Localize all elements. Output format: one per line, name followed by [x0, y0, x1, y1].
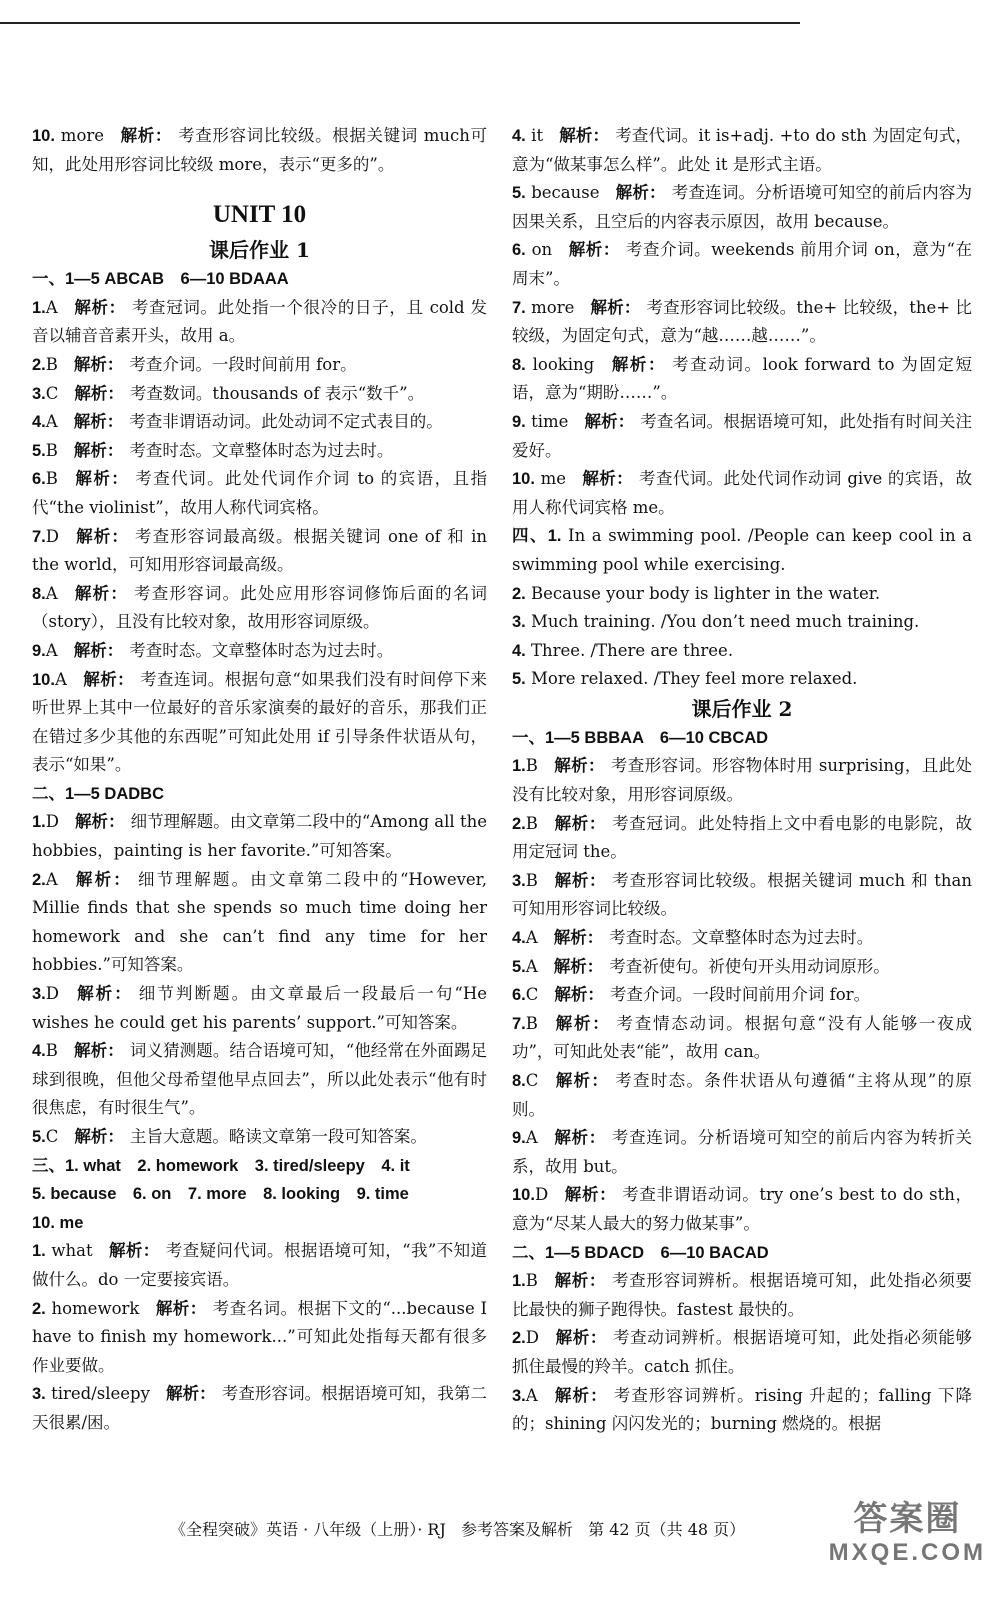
item-answer: D	[525, 1328, 539, 1348]
item-text: Much training. /You don’t need much training.	[531, 612, 920, 632]
answer-item	[512, 1382, 972, 1439]
analysis-label: 解析：	[553, 1271, 607, 1291]
answer-item	[512, 179, 972, 236]
answer-item	[32, 380, 487, 409]
item-text: 考查形容词。根据语境可知，我第二天很累/困。	[32, 1384, 487, 1432]
analysis-label: 解析：	[553, 1013, 611, 1033]
item-text: 考查冠词。此处特指上文中看电影的电影院，故用定冠词 the。	[512, 813, 973, 862]
analysis-label: 解析：	[73, 1041, 124, 1061]
item-text: 细节理解题。由文章第二段中的“Among all the hobbies，painting is her favorite.”可知答案。	[32, 812, 487, 861]
item-text: 考查形容词最高级。根据关键词 one of 和 in the world，可知用形容词最高级。	[32, 526, 488, 575]
item-text: 考查时态。文章整体时态为过去时。	[129, 640, 394, 660]
item-text: 细节理解题。由文章第二段中的“However, Millie finds that she spends so much time doing her homework and she can’t find any time for her hobbies.”可知答案。	[32, 869, 487, 975]
answer-item	[32, 1295, 487, 1381]
item-answer: B	[525, 1013, 538, 1033]
item-text: In a swimming pool. /People can keep cool in a swimming pool while exercising.	[512, 526, 973, 574]
item-answer: B	[525, 1271, 538, 1291]
answer-item	[512, 408, 972, 465]
analysis-label: 解析：	[554, 1071, 610, 1090]
item-answer: B	[525, 870, 538, 890]
analysis-label: 解析：	[73, 412, 124, 432]
item-answer: C	[525, 1071, 539, 1090]
answer-item	[512, 236, 972, 293]
item-text: Because your body is lighter in the water.	[531, 583, 881, 603]
footer-book-title: 《全程突破》英语 · 八年级（上册）· RJ	[170, 1520, 446, 1539]
section-header: 5. because 6. on 7. more 8. looking 9. time	[32, 1185, 409, 1204]
analysis-label: 解析：	[75, 526, 129, 546]
item-answer: C	[45, 383, 59, 403]
answer-item	[32, 437, 487, 466]
answer-item	[512, 1267, 972, 1324]
analysis-label: 解析：	[73, 297, 126, 317]
answer-item	[512, 1010, 972, 1067]
item-answer: D	[45, 984, 59, 1004]
item-text: 考查动词。look forward to 为固定短语，意为“期盼……”。	[512, 354, 973, 403]
item-number: 6.	[512, 986, 526, 1005]
item-number: 8.	[512, 355, 526, 374]
section-header: 二、1—5 BDACD 6—10 BACAD	[512, 1243, 769, 1262]
analysis-label: 解析：	[553, 870, 607, 890]
item-number: 5.	[32, 1128, 46, 1146]
item-text: 考查名词。根据语境可知，此处指有时间关注爱好。	[512, 411, 972, 460]
item-answer: A	[45, 297, 58, 317]
item-number: 9.	[512, 412, 526, 431]
item-text: 考查形容词辨析。rising 升起的；falling 下降的；shining 闪闪发光的；burning 燃烧的。根据	[512, 1385, 972, 1434]
item-number: 2.	[512, 814, 526, 833]
left-column	[32, 122, 487, 1438]
homework2-section-one-list	[512, 752, 972, 1238]
analysis-label: 解析：	[554, 985, 604, 1005]
analysis-label: 解析：	[74, 1127, 124, 1146]
item-number: 3.	[512, 613, 526, 632]
answer-item	[32, 523, 487, 580]
item-text: 细节判断题。由文章最后一段最后一句“He wishes he could get his parents’ support.”可知答案。	[32, 984, 488, 1032]
item-number: 7.	[512, 298, 526, 317]
item-text: 考查形容词辨析。根据语境可知，此处指必须要比最快的狮子跑得快。fastest 最快的。	[512, 1271, 973, 1319]
item-text: 考查情态动词。根据句意“没有人能够一夜成功”，可知此处表“能”，故用 can。	[512, 1013, 973, 1062]
analysis-label: 解析：	[73, 640, 124, 660]
answer-item	[32, 580, 487, 637]
homework-title: 课后作业 1	[209, 238, 310, 263]
answer-item	[512, 351, 972, 408]
item-number: 2.	[32, 355, 46, 374]
analysis-label: 解析：	[568, 240, 620, 260]
item-number: 1.	[32, 298, 46, 317]
item-number: 2.	[512, 584, 526, 603]
item-text: 考查连词。根据句意“如果我们没有时间停下来听世界上其中一位最好的音乐家演奏的最好的音乐，那我们正在错过多少其他的东西呢”可知此处用 if 引导条件状语从句，表示“如果”。	[32, 669, 488, 775]
item-text: 考查数词。thousands of 表示“数千”。	[129, 383, 425, 403]
item-answer: C	[45, 1127, 59, 1146]
analysis-label: 解析：	[155, 1298, 207, 1318]
item-number: 2.	[512, 1329, 526, 1348]
answer-item	[32, 980, 487, 1037]
item-text: 考查代词。此处代词作介词 to 的宾语，且指代“the violinist”，故用人称代词宾格。	[32, 469, 488, 517]
analysis-label: 解析：	[75, 812, 125, 832]
answer-item	[512, 1324, 972, 1381]
item-text: 考查时态。文章整体时态为过去时。	[609, 928, 874, 948]
answer-item	[512, 1067, 972, 1124]
item-answer: A	[45, 640, 58, 660]
analysis-label: 解析：	[553, 756, 605, 776]
answer-item	[512, 924, 972, 953]
answer-item	[32, 408, 487, 437]
item-number: 6.	[32, 470, 46, 489]
answer-item	[32, 1037, 487, 1123]
section-header: 三、1. what 2. homework 3. tired/sleepy 4. it	[32, 1156, 410, 1175]
homework2-section-two-list	[512, 1267, 972, 1439]
analysis-label: 解析：	[73, 354, 124, 374]
answer-item	[32, 808, 487, 865]
item-number: 3.	[512, 871, 526, 890]
right-column	[512, 122, 972, 1439]
item-number: 9.	[32, 641, 46, 660]
item-text: 考查介词。一段时间前用 for。	[129, 354, 357, 374]
answer-item	[512, 522, 972, 579]
item-text: 考查时态。条件状语从句遵循“主将从现”的原则。	[512, 1071, 973, 1119]
item-number: 7.	[512, 1014, 526, 1033]
analysis-label: 解析：	[590, 297, 641, 317]
item-answer: more	[525, 297, 575, 317]
item-number: 4.	[32, 413, 46, 432]
item-number: 7.	[32, 527, 46, 546]
item-text: 考查形容词比较级。根据关键词 much 和 than 可知用形容词比较级。	[512, 870, 972, 919]
item-number: 4.	[512, 929, 526, 948]
item-text: 考查名词。根据下文的“...because I have to finish my homework...”可知此处指每天都有很多作业要做。	[32, 1298, 487, 1375]
item-number: 1.	[32, 813, 46, 832]
item-number: 4.	[32, 1042, 46, 1061]
answer-item	[512, 608, 972, 637]
analysis-label: 解析：	[553, 956, 604, 976]
item-text: 考查连词。分析语境可知空的前后内容为因果关系，且空后的内容表示原因，故用 because。	[512, 183, 973, 231]
item-text: 考查代词。it is+adj. +to do sth 为固定句式，意为“做某事怎么样”。此处 it 是形式主语。	[512, 126, 973, 174]
analysis-label: 解析：	[553, 813, 607, 833]
item-text: 考查冠词。此处指一个很冷的日子，且 cold 发音以辅音音素开头，故用 a。	[32, 297, 487, 346]
item-answer: D	[45, 812, 59, 832]
section-header: 10. me	[32, 1213, 84, 1232]
item-answer: A	[525, 1128, 538, 1148]
footer-page-number: 第 42 页（共 48 页）	[588, 1520, 746, 1539]
analysis-label: 解析：	[73, 469, 130, 489]
analysis-label: 解析：	[73, 583, 129, 603]
analysis-label: 解析：	[553, 928, 604, 948]
analysis-label: 解析：	[615, 183, 666, 203]
item-answer: C	[525, 985, 539, 1005]
item-number: 5.	[32, 441, 46, 460]
item-number: 2.	[32, 870, 46, 889]
analysis-label: 解析：	[553, 1128, 606, 1148]
item-number: 3.	[512, 1386, 526, 1405]
answer-item	[512, 1124, 972, 1181]
item-number: 3.	[32, 1385, 46, 1404]
answer-item	[32, 294, 487, 351]
answer-item	[512, 294, 972, 351]
section-header: 一、1—5 ABCAB 6—10 BDAAA	[32, 270, 289, 289]
item-answer: A	[54, 669, 67, 689]
section-three-list	[32, 1237, 487, 1437]
item-text: 考查介词。weekends 前用介词 on，意为“在周末”。	[512, 240, 972, 288]
answer-item: 10. more 解析： 考查形容词比较级。根据关键词 much可知，此处用形容词比较级 more，表示“更多的”。	[32, 126, 487, 174]
item-number: 5.	[512, 670, 526, 689]
item-answer: A	[45, 869, 58, 889]
item-number: 2.	[32, 1299, 46, 1318]
item-number: 10.	[512, 470, 535, 489]
item-number: 8.	[512, 1072, 526, 1090]
item-text: 考查连词。分析语境可知空的前后内容为转折关系，故用 but。	[512, 1128, 972, 1176]
analysis-label: 解析：	[73, 869, 133, 889]
analysis-label: 解析：	[564, 1185, 617, 1205]
item-answer: B	[525, 813, 538, 833]
answer-item	[512, 1181, 972, 1238]
answer-item	[32, 666, 487, 780]
answer-item	[32, 1380, 487, 1437]
section-one-list	[32, 294, 487, 780]
watermark-logo: 答案圈 MXQE.COM	[828, 1500, 986, 1566]
answer-item	[512, 637, 972, 666]
item-text: 考查代词。此处代词作动词 give 的宾语，故用人称代词宾格 me。	[512, 469, 972, 517]
answer-item	[512, 981, 972, 1010]
item-number: 3.	[32, 384, 46, 403]
answer-item	[32, 465, 487, 522]
item-answer: me	[534, 469, 566, 489]
answer-item	[512, 122, 972, 179]
item-text: 考查非谓语动词。此处动词不定式表目的。	[129, 412, 443, 432]
item-answer: B	[45, 440, 58, 460]
analysis-label: 解析：	[555, 1328, 607, 1348]
item-number: 1.	[547, 527, 562, 546]
item-answer: A	[45, 583, 58, 603]
analysis-label: 解析：	[75, 984, 133, 1004]
item-number: 1.	[512, 757, 526, 776]
analysis-label: 解析：	[74, 383, 124, 403]
analysis-label: 解析：	[108, 1241, 160, 1261]
analysis-label: 解析：	[73, 440, 124, 460]
section-header: 二、1—5 DADBC	[32, 784, 165, 803]
footer-section: 参考答案及解析	[461, 1520, 574, 1539]
item-answer: on	[525, 240, 553, 260]
item-answer: B	[45, 469, 58, 489]
analysis-label: 解析：	[82, 669, 135, 689]
item-number: 1.	[32, 1242, 46, 1261]
item-number: 4.	[512, 127, 526, 145]
section-label: 四、	[512, 527, 548, 546]
item-text: 考查形容词比较级。the+ 比较级，the+ 比较级，为固定句式，意为“越……越……”。	[512, 297, 973, 346]
section-header: 一、1—5 BBBAA 6—10 CBCAD	[512, 728, 769, 747]
analysis-label: 解析：	[584, 411, 635, 431]
item-answer: A	[525, 928, 538, 948]
item-text: 考查形容词。形容物体时用 surprising，且此处没有比较对象，用形容词原级。	[512, 756, 972, 805]
item-answer: tired/sleepy	[45, 1384, 150, 1404]
section-three-list-continued	[512, 122, 972, 522]
item-answer: because	[525, 183, 600, 203]
answer-item	[32, 1123, 487, 1152]
item-answer: time	[525, 411, 569, 431]
analysis-label: 解析：	[165, 1384, 216, 1404]
item-answer: homework	[45, 1298, 140, 1318]
item-number: 10.	[512, 1186, 535, 1205]
item-answer: A	[45, 412, 58, 432]
item-text: 考查介词。一段时间前用介词 for。	[609, 985, 871, 1005]
item-answer: A	[525, 1385, 538, 1405]
item-number: 5.	[512, 957, 526, 976]
item-answer: B	[45, 1041, 58, 1061]
item-text: 词义猜测题。结合语境可知，“他经常在外面踢足球到很晚，但他父母希望他早点回去”，所以此处表示“他有时很焦虑，有时很生气”。	[32, 1041, 488, 1118]
item-text: 考查动词辨析。根据语境可知，此处指必须能够抓住最慢的羚羊。catch 抓住。	[512, 1328, 972, 1376]
item-answer: B	[45, 354, 58, 374]
item-number: 6.	[512, 241, 526, 260]
section-four-list	[512, 522, 972, 694]
answer-item	[32, 351, 487, 380]
item-number: 1.	[512, 1272, 526, 1291]
analysis-label: 解析：	[559, 126, 610, 145]
unit-title: UNIT 10	[212, 201, 307, 229]
item-text: More relaxed. /They feel more relaxed.	[531, 669, 858, 689]
answer-item	[512, 465, 972, 522]
answer-item	[512, 867, 972, 924]
item-answer: what	[45, 1241, 93, 1261]
item-answer: A	[525, 956, 538, 976]
answer-item	[32, 866, 487, 980]
item-number: 4.	[512, 641, 526, 660]
item-text: 考查疑问代词。根据语境可知，“我”不知道做什么。do 一定要接宾语。	[32, 1241, 488, 1289]
answer-item	[512, 953, 972, 982]
analysis-label: 解析：	[581, 469, 634, 489]
answer-item	[512, 752, 972, 809]
item-answer: it	[525, 126, 544, 145]
item-text: 考查形容词。此处应用形容词修饰后面的名词（story），且没有比较对象，故用形容词原级。	[32, 583, 488, 632]
section-two-list	[32, 808, 487, 1151]
item-text: 考查非谓语动词。try one’s best to do sth，意为“尽某人最大的努力做某事”。	[512, 1185, 973, 1233]
homework-title: 课后作业 2	[691, 696, 793, 721]
item-text: 主旨大意题。略读文章第一段可知答案。	[129, 1127, 427, 1146]
analysis-label: 解析：	[553, 1385, 608, 1405]
item-text: Three. /There are three.	[531, 640, 734, 660]
item-answer: looking	[525, 354, 595, 374]
item-answer: B	[525, 756, 538, 776]
analysis-label: 解析：	[610, 354, 667, 374]
item-number: 8.	[32, 584, 46, 603]
item-text: 考查时态。文章整体时态为过去时。	[129, 440, 394, 460]
answer-item	[32, 637, 487, 666]
item-number: 10.	[32, 670, 55, 689]
answer-item	[32, 1237, 487, 1294]
item-number: 3.	[32, 985, 46, 1004]
answer-item	[512, 580, 972, 609]
answer-item	[512, 810, 972, 867]
item-number: 9.	[512, 1129, 526, 1148]
item-answer: D	[45, 526, 59, 546]
top-rule	[0, 22, 800, 24]
item-answer: D	[534, 1185, 549, 1205]
item-text: 考查祈使句。祈使句开头用动词原形。	[609, 956, 890, 976]
item-number: 5.	[512, 184, 526, 203]
answer-item	[512, 665, 972, 694]
